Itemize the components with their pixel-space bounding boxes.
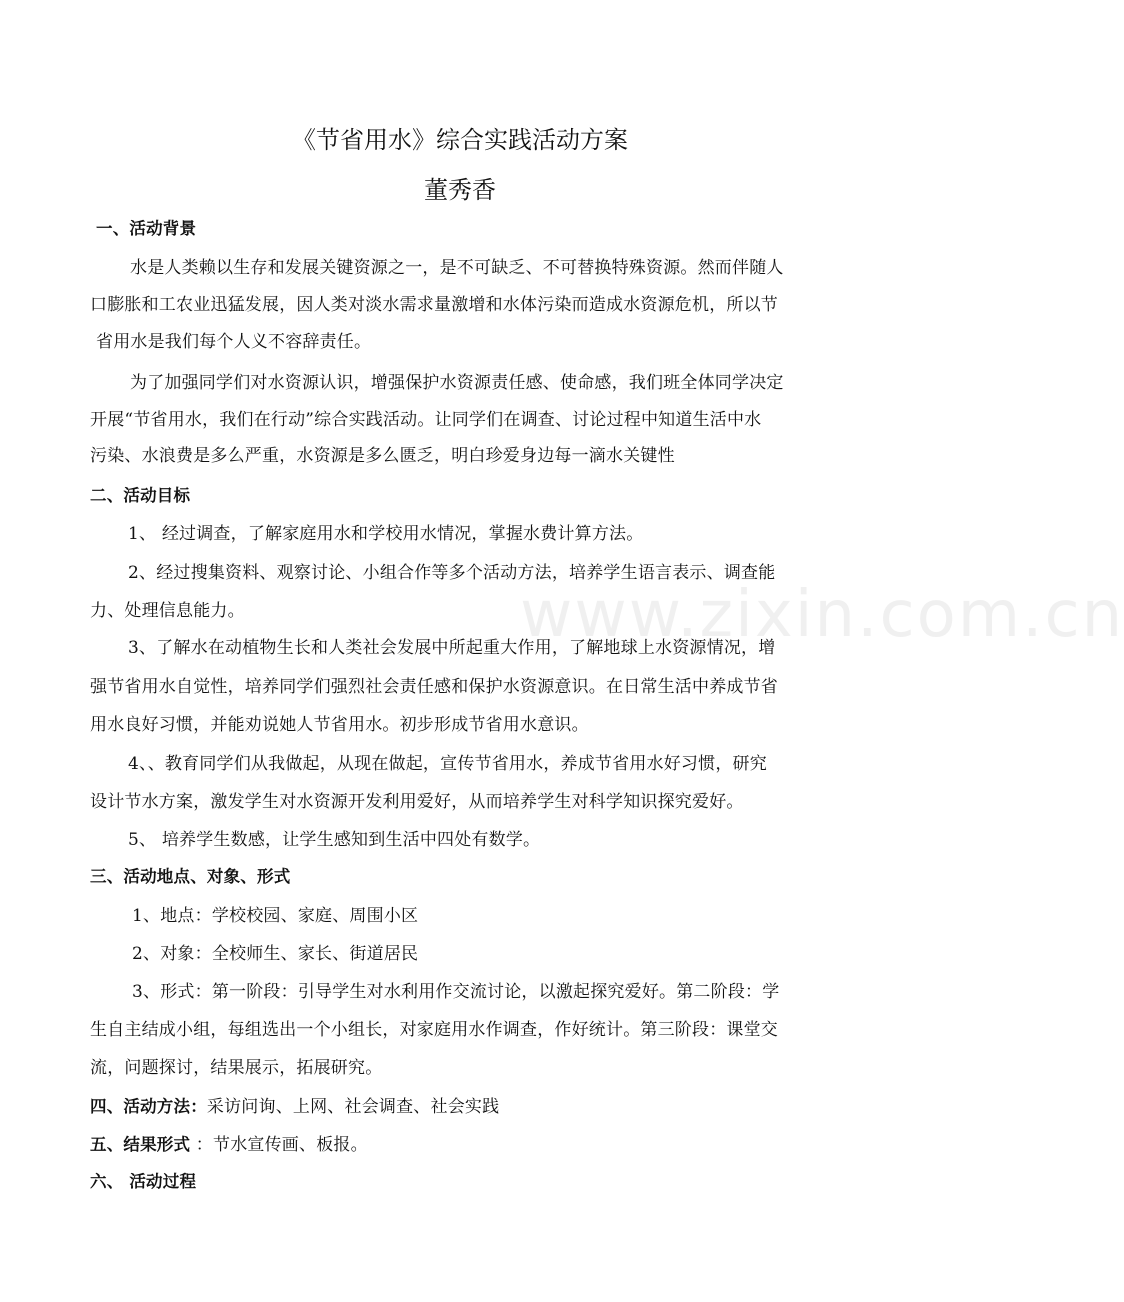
result-line — [90, 1130, 850, 1155]
watermark: www.zixin.com.cn — [520, 578, 1124, 652]
goal-item: 3、了解水在动植物生长和人类社会发展中所起重大作用，了解地球上水资源情况，增 — [128, 638, 776, 658]
method-text: 采访问询、上网、社会调查、社会实践 — [206, 1097, 500, 1117]
document-title: 《节省用水》综合实践活动方案 — [292, 126, 628, 154]
paragraph-line: 为了加强同学们对水资源认识，增强保护水资源责任感、使命感，我们班全体同学决定 — [130, 373, 784, 393]
list-item: 2、对象：全校师生、家长、街道居民 — [132, 944, 419, 964]
paragraph-line: 生自主结成小组，每组选出一个小组长，对家庭用水作调查，作好统计。第三阶段：课堂交 — [90, 1020, 778, 1040]
paragraph-line: 强节省用水自觉性，培养同学们强烈社会责任感和保护水资源意识。在日常生活中养成节省 — [90, 677, 778, 697]
paragraph-line: 流，问题探讨，结果展示，拓展研究。 — [90, 1058, 383, 1078]
paragraph-line: 力、处理信息能力。 — [90, 601, 245, 621]
section-heading-background: 一、活动背景 — [96, 219, 197, 238]
goal-item: 2、经过搜集资料、观察讨论、小组合作等多个活动方法，培养学生语言表示、调查能 — [128, 563, 776, 583]
paragraph-line: 设计节水方案，激发学生对水资源开发利用爱好，从而培养学生对科学知识探究爱好。 — [90, 792, 744, 812]
list-item: 3、形式：第一阶段：引导学生对水利用作交流讨论，以激起探究爱好。第二阶段：学 — [132, 982, 780, 1002]
method-line — [90, 1092, 850, 1117]
paragraph-line: 省用水是我们每个人义不容辞责任。 — [96, 332, 372, 352]
result-text: ：节水宣传画、板报。 — [190, 1135, 368, 1155]
paragraph-line: 污染、水浪费是多么严重，水资源是多么匮乏，明白珍爱身边每一滴水关键性 — [90, 446, 675, 466]
paragraph-line: 用水良好习惯，并能劝说她人节省用水。初步形成节省用水意识。 — [90, 715, 589, 735]
paragraph-line: 口膨胀和工农业迅猛发展，因人类对淡水需求量激增和水体污染而造成水资源危机，所以节 — [90, 295, 778, 315]
section-heading-place: 三、活动地点、对象、形式 — [90, 867, 291, 886]
paragraph-line: 开展“节省用水，我们在行动”综合实践活动。让同学们在调查、讨论过程中知道生活中水 — [90, 410, 762, 430]
goal-item: 1、 经过调查，了解家庭用水和学校用水情况，掌握水费计算方法。 — [128, 524, 644, 544]
paragraph-line: 水是人类赖以生存和发展关键资源之一，是不可缺乏、不可替换特殊资源。然而伴随人 — [130, 258, 784, 278]
section-heading-method: 四、活动方法： — [90, 1097, 207, 1116]
section-heading-result: 五、结果形式 — [90, 1135, 191, 1154]
section-heading-goals: 二、活动目标 — [90, 486, 191, 505]
author-name: 董秀香 — [424, 176, 496, 204]
section-heading-process: 六、 活动过程 — [90, 1172, 197, 1191]
goal-item: 4、、教育同学们从我做起，从现在做起，宣传节省用水，养成节省用水好习惯，研究 — [128, 754, 767, 774]
goal-item: 5、 培养学生数感，让学生感知到生活中四处有数学。 — [128, 830, 541, 850]
list-item: 1、地点：学校校园、家庭、周围小区 — [132, 906, 419, 926]
